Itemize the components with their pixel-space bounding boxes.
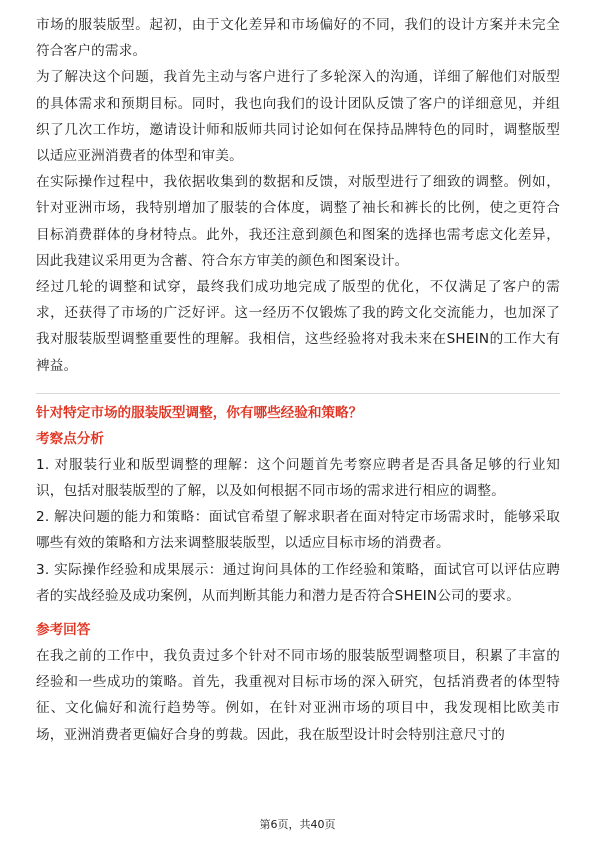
reference-heading: 参考回答: [36, 622, 91, 639]
analysis-heading: 考察点分析: [36, 430, 104, 447]
section-divider: [36, 393, 560, 394]
answer-paragraph-4: 经过几轮的调整和试穿，最终我们成功地完成了版型的优化，不仅满足了客户的需求，还获得了市场的广泛好评。这一经历不仅锻炼了我的跨文化交流能力，也加深了我对服装版型调整重要性的理解。我相信，这些经验将对我未来在SHEIN的工作大有裨益。: [36, 279, 560, 374]
reference-answer-text: 在我之前的工作中，我负责过多个针对不同市场的服装版型调整项目，积累了丰富的经验和一些成功的策略。首先，我重视对目标市场的深入研究，包括消费者的体型特征、文化偏好和流行趋势等。例如，在针对亚洲市场的项目中，我发现相比欧美市场，亚洲消费者更偏好合身的剪裁。因此，我在版型设计时会特别注意尺寸的: [36, 648, 560, 743]
page-content: [36, 12, 560, 748]
question-title: 针对特定市场的服装版型调整，你有哪些经验和策略？: [36, 404, 363, 421]
analysis-item-2: 2. 解决问题的能力和策略：面试官希望了解求职者在面对特定市场需求时，能够采取哪些有效的策略和方法来调整服装版型，以适应目标市场的消费者。: [36, 509, 560, 552]
analysis-item-1: 1. 对服装行业和版型调整的理解：这个问题首先考察应聘者是否具备足够的行业知识，包括对服装版型的了解，以及如何根据不同市场的需求进行相应的调整。: [36, 456, 560, 500]
answer-paragraph-2: 为了解决这个问题，我首先主动与客户进行了多轮深入的沟通，详细了解他们对版型的具体需求和预期目标。同时，我也向我们的设计团队反馈了客户的详细意见，并组织了几次工作坊，邀请设计师和版师共同讨论如何在保持品牌特色的同时，调整版型以适应亚洲消费者的体型和审美。: [36, 69, 560, 165]
page-footer: 第6页，共40页: [259, 818, 336, 831]
answer-paragraph-3: 在实际操作过程中，我依据收集到的数据和反馈，对版型进行了细致的调整。例如，针对亚洲市场，我特别增加了服装的合体度，调整了袖长和裤长的比例，使之更符合目标消费群体的身材特点。此外，我还注意到颜色和图案的选择也需考虑文化差异，因此我建议采用更为含蓄、符合东方审美的颜色和图案设计。: [36, 174, 560, 269]
answer-paragraph-1: 市场的服装版型。起初，由于文化差异和市场偏好的不同，我们的设计方案并未完全符合客户的需求。: [36, 17, 560, 60]
analysis-item-3: 3. 实际操作经验和成果展示：通过询问具体的工作经验和策略，面试官可以评估应聘者的实战经验及成功案例，从而判断其能力和潜力是否符合SHEIN公司的要求。: [36, 561, 560, 604]
